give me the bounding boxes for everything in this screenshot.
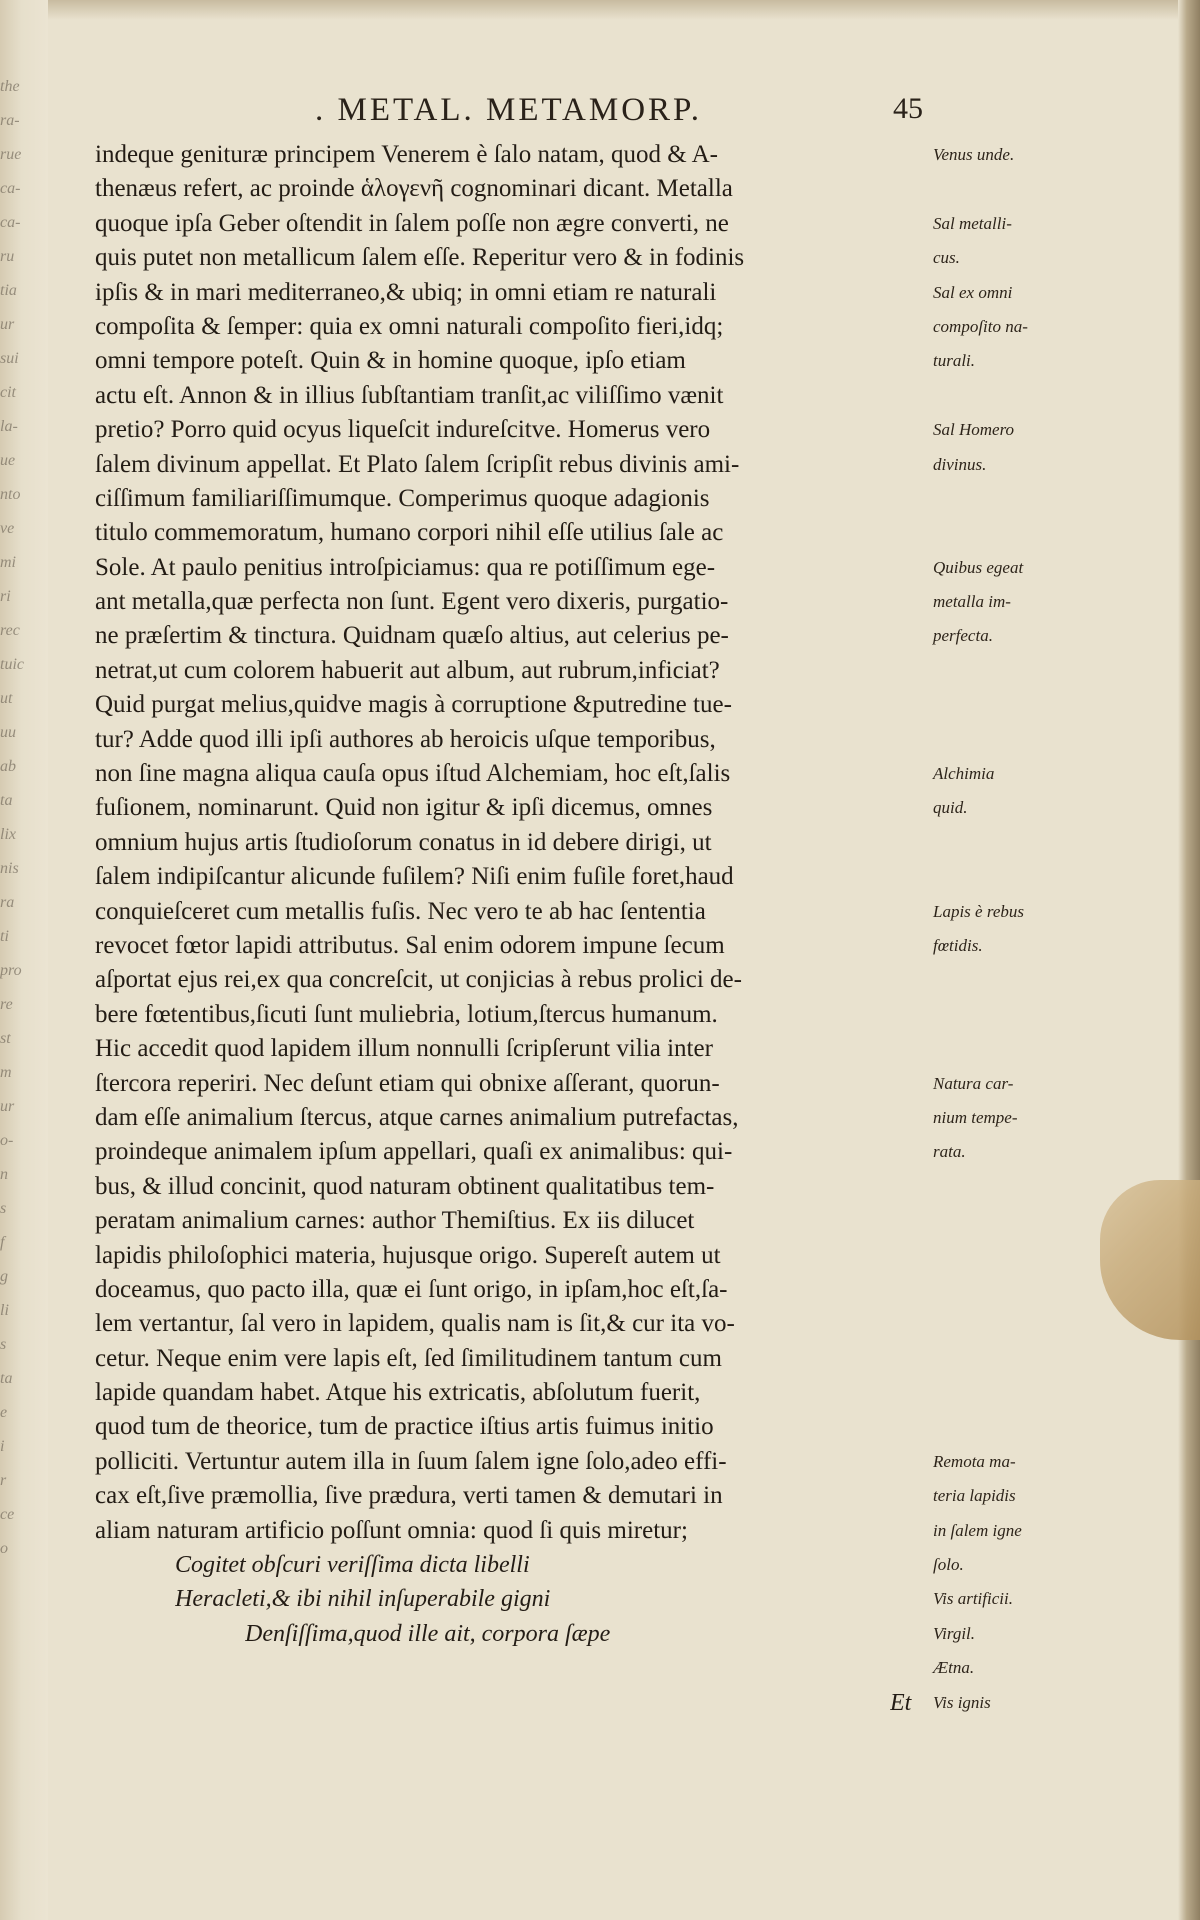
bleed-fragment: g [0,1268,8,1285]
text-line [95,276,1013,310]
text-line [95,826,930,860]
text-line [95,1204,930,1238]
text-line [95,344,976,378]
bleed-fragment: ra- [0,112,20,129]
text-line [95,241,960,275]
text-line [95,585,1011,619]
line-text: Hic accedit quod lapidem illum nonnulli ſcripſerunt vilia inter [95,1035,713,1063]
text-line [95,654,930,688]
bleed-fragment: i [0,1438,5,1455]
text-line [95,1307,930,1341]
line-text: ſalem indipiſcantur alicunde fuſilem? Niſi enim fuſile foret,haud [95,863,734,891]
line-text: aſportat ejus rei,ex qua concreſcit, ut conjicias à rebus prolici de- [95,966,742,994]
running-title: . METAL. METAMORP. [315,92,702,128]
line-text: aliam naturam artificio poſſunt omnia: quod ſi quis miretur; [95,1516,688,1544]
line-text: quoque ipſa Geber oſtendit in ſalem poſſe non ӕgre converti, ne [95,209,729,237]
bleed-fragment: re [0,996,13,1013]
bleed-fragment: tia [0,282,17,299]
text-line [95,413,1015,447]
text-line [95,1376,930,1410]
line-text: ciſſimum familiariſſimumque. Comperimus quoque adagionis [95,484,710,512]
bleed-fragment: e [0,1404,8,1421]
bookmark-ribbon [1100,1180,1200,1340]
margin-note: rata. [933,1142,966,1162]
text-line [95,1651,975,1685]
margin-note: Lapis è rebus [933,901,1024,921]
bleed-fragment: ta [0,792,13,809]
margin-note: Remota ma- [933,1451,1016,1471]
line-text: doceamus, quo pacto illa, quӕ ei ſunt origo, in ipſam,hoc eſt,ſa- [95,1275,728,1303]
bleed-fragment: sui [0,350,19,367]
line-text: non ſine magna aliqua cauſa opus iſtud Alchemiam, hoc eſt,ſalis [95,760,731,788]
margin-note: divinus. [933,454,987,474]
line-text: actu eſt. Annon & in illius ſubſtantiam tranſit,ac viliſſimo vӕnit [95,381,724,409]
text-line [95,1032,930,1066]
bleed-fragment: ri [0,588,11,605]
bleed-fragment: ra [0,894,15,911]
text-line [95,619,993,653]
text-block [95,138,1028,1720]
text-line [95,929,983,963]
line-text: ſtercora reperiri. Nec deſunt etiam qui obnixe aſſerant, quorun- [95,1069,720,1097]
bleed-fragment: ur [0,1098,15,1115]
line-text: tur? Adde quod illi ipſi authores ab heroicis uſque temporibus, [95,725,716,753]
line-text: omni tempore poteſt. Quin & in homine quoque, ipſo etiam [95,347,686,375]
line-text: fuſionem, nominarunt. Quid non igitur & ipſi dicemus, omnes [95,794,713,822]
line-text: omnium hujus artis ſtudioſorum conatus in id debere dirigi, ut [95,828,712,856]
line-text: peratam animalium carnes: author Themiſtius. Ex iis dilucet [95,1207,695,1235]
bleed-fragment: r [0,1472,7,1489]
bleed-fragment: s [0,1200,7,1217]
page-top-edge [0,0,1200,20]
bleed-fragment: ca- [0,180,21,197]
text-line [95,1342,930,1376]
text-line [95,895,1024,929]
line-text: titulo commemoratum, humano corpori nihil eſſe utilius ſale ac [95,519,724,547]
line-text: ſalem divinum appellat. Et Plato ſalem ſcripſit rebus divinis ami- [95,450,740,478]
margin-note: nium tempe- [933,1107,1018,1127]
bleed-fragment: ca- [0,214,21,231]
text-line [95,310,1028,344]
bleed-through-text [0,70,50,1690]
bleed-fragment: mi [0,554,16,571]
line-text: ipſis & in mari mediterraneo,& ubiq; in omni etiam re naturali [95,278,717,306]
bleed-fragment: rue [0,146,22,163]
margin-note: Sal Homero [933,420,1015,440]
line-text: Et [890,1689,912,1716]
line-text: pretio? Porro quid ocyus liqueſcit indureſcitve. Homerus vero [95,416,711,444]
margin-note: Sal ex omni [933,282,1013,302]
margin-note: Ætna. [933,1658,975,1678]
text-line [95,1067,1014,1101]
bleed-fragment: n [0,1166,8,1183]
line-text: proindeque animalem ipſum appellari, quaſi ex animalibus: qui- [95,1138,733,1166]
margin-note: Natura car- [933,1073,1014,1093]
bleed-fragment: ti [0,928,9,945]
bleed-fragment: ue [0,452,16,469]
running-header [315,92,955,136]
margin-note: in ſalem igne [933,1520,1022,1540]
bleed-fragment: tuic [0,656,24,673]
text-line [95,1514,1022,1548]
margin-note: Vis ignis [933,1692,991,1712]
text-line [95,1479,1016,1513]
margin-note: Vis artificii. [933,1589,1013,1609]
line-text: polliciti. Vertuntur autem illa in ſuum ſalem igne ſolo,adeo effi- [95,1447,727,1475]
text-line [95,1273,930,1307]
line-text: bus, & illud concinit, quod naturam obtinent qualitatibus tem- [95,1172,715,1200]
bleed-fragment: uu [0,724,16,741]
text-line [95,860,930,894]
line-text: Heracleti,& ibi nihil inſuperabile gigni [175,1586,551,1613]
line-text: dam eſſe animalium ſtercus, atque carnes animalium putrefactas, [95,1103,739,1131]
line-text: Sole. At paulo penitius introſpiciamus: qua re potiſſimum ege- [95,553,716,581]
text-line [95,172,930,206]
text-line [95,1135,966,1169]
margin-note: Quibus egeat [933,557,1024,577]
margin-note: Sal metalli- [933,213,1012,233]
text-line [95,1170,930,1204]
text-line [95,791,968,825]
bleed-fragment: ta [0,1370,13,1387]
bleed-fragment: la- [0,418,18,435]
text-line [95,1101,1018,1135]
line-text: compoſita & ſemper: quia ex omni naturali compoſito fieri,idq; [95,312,724,340]
margin-note: Alchimia [933,764,995,784]
line-text: thenӕus refert, ac proinde ἁλογενῆ cognominari dicant. Metalla [95,175,733,203]
bleed-fragment: lix [0,826,16,843]
margin-note: ſolo. [933,1555,964,1575]
text-line [95,998,930,1032]
text-line [95,1582,1013,1616]
bleed-fragment: ab [0,758,16,775]
text-line [95,448,987,482]
margin-note: perfecta. [933,626,993,646]
margin-note: quid. [933,798,968,818]
bleed-fragment: ut [0,690,13,707]
line-text: Quid purgat melius,quidve magis à corruptione &putredine tue- [95,691,732,719]
line-text: cax eſt,ſive prӕmollia, ſive prӕdura, verti tamen & demutari in [95,1482,723,1510]
bleed-fragment: cit [0,384,16,401]
page-right-edge [1178,0,1200,1920]
text-line [95,688,930,722]
line-text: quod tum de theorice, tum de practice iſtius artis fuimus initio [95,1413,714,1441]
line-text: lapide quandam habet. Atque his extricatis, abſolutum fuerit, [95,1379,701,1407]
bleed-fragment: f [0,1234,5,1251]
margin-note: Virgil. [933,1623,976,1643]
margin-note: fœtidis. [933,935,983,955]
text-line [95,551,1024,585]
page-number: 45 [893,92,923,125]
text-line [95,723,930,757]
line-text: ne prӕſertim & tinctura. Quidnam quӕſo altius, aut celerius pe- [95,622,729,650]
bleed-fragment: s [0,1336,7,1353]
line-text: cetur. Neque enim vere lapis eſt, ſed ſimilitudinem tantum cum [95,1344,722,1372]
text-line [95,207,1012,241]
margin-note: turali. [933,351,976,371]
line-text: bere fœtentibus,ſicuti ſunt muliebria, lotium,ſtercus humanum. [95,1000,718,1028]
text-line [95,1548,964,1582]
bleed-fragment: nto [0,486,21,503]
line-text: lem vertantur, ſal vero in lapidem, qualis nam is ſit,& cur ita vo- [95,1310,735,1338]
text-line [95,1445,1016,1479]
line-text: lapidis philoſophici materia, hujusque origo. Supereſt autem ut [95,1241,721,1269]
bleed-fragment: li [0,1302,9,1319]
bleed-fragment: the [0,78,20,95]
bleed-fragment: o [0,1540,8,1557]
text-line [95,1410,930,1444]
line-text: ant metalla,quӕ perfecta non ſunt. Egent vero dixeris, purgatio- [95,588,729,616]
text-line [95,1239,930,1273]
line-text: quis putet non metallicum ſalem eſſe. Reperitur vero & in fodinis [95,244,745,272]
line-text: indeque geniturӕ principem Venerem è ſalo natam, quod & A- [95,141,718,168]
bleed-fragment: ce [0,1506,15,1523]
margin-note: teria lapidis [933,1486,1016,1506]
text-line [95,482,930,516]
bleed-fragment: ve [0,520,15,537]
text-line [95,963,930,997]
line-text: netrat,ut cum colorem habuerit aut album, aut rubrum,inficiat? [95,656,720,684]
bleed-fragment: nis [0,860,19,877]
margin-note: compoſito na- [933,316,1028,336]
text-line [95,138,1015,172]
margin-note: cus. [933,248,960,268]
text-line [95,1686,991,1720]
line-text: Denſiſſima,quod ille ait, corpora ſӕpe [245,1620,611,1647]
bleed-fragment: ur [0,316,15,333]
line-text: conquieſceret cum metallis fuſis. Nec vero te ab hac ſententia [95,897,706,925]
text-line [95,379,930,413]
bleed-fragment: ru [0,248,15,265]
bleed-fragment: pro [0,962,22,979]
bleed-fragment: st [0,1030,11,1047]
bleed-fragment: rec [0,622,20,639]
text-line [95,1617,976,1651]
line-text: revocet fœtor lapidi attributus. Sal enim odorem impune ſecum [95,931,725,959]
margin-note: metalla im- [933,592,1011,612]
margin-note: Venus unde. [933,145,1015,164]
line-text: Cogitet obſcuri veriſſima dicta libelli [175,1552,530,1579]
text-line [95,516,930,550]
bleed-fragment: o- [0,1132,14,1149]
bleed-fragment: m [0,1064,12,1081]
text-line [95,757,995,791]
